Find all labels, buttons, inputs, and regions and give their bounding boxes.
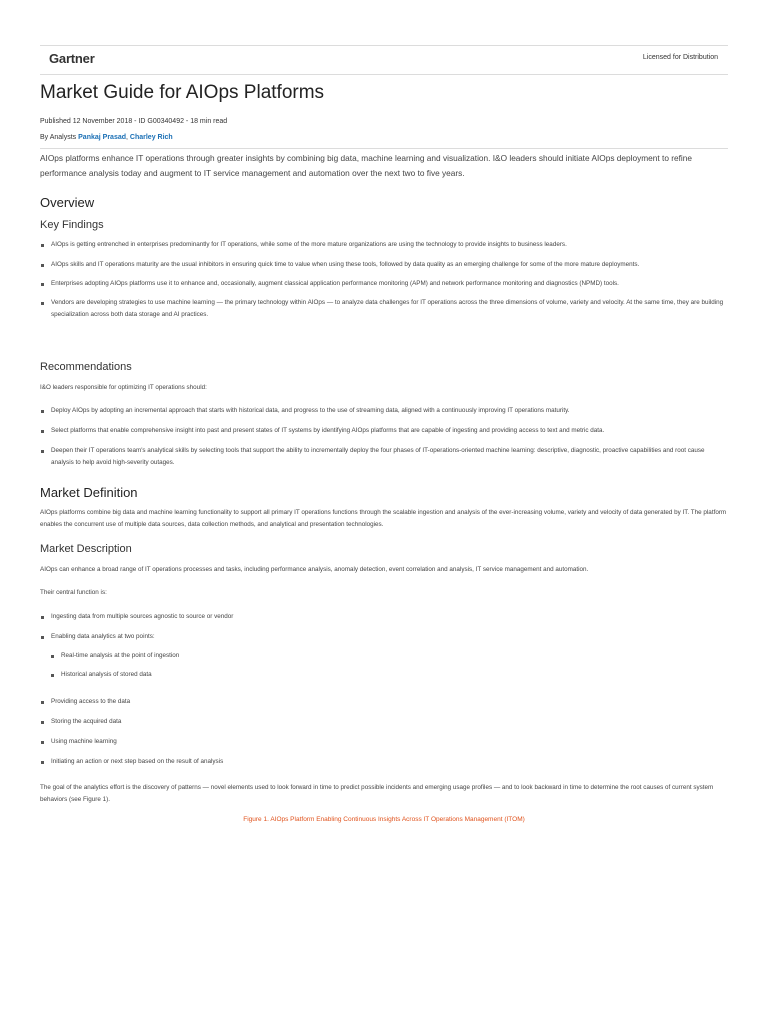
list-item: Initiating an action or next step based on the result of analysis — [40, 756, 728, 768]
list-item: AIOps skills and IT operations maturity are the usual inhibitors in ensuring quick time to value when using these tools, followed by data quality as an emerging challenge for some of the more mature deployments. — [40, 259, 728, 271]
gartner-logo[interactable]: Gartner — [49, 51, 95, 66]
author-link-pankaj-prasad[interactable]: Pankaj Prasad — [78, 134, 127, 141]
list-item: Historical analysis of stored data — [50, 669, 728, 681]
list-item: Ingesting data from multiple sources agnostic to source or vendor — [40, 611, 728, 623]
list-item: AIOps is getting entrenched in enterprises predominantly for IT operations, while some of the more mature organizations are using the technology to provide insights to business leaders. — [40, 239, 728, 251]
list-item: Real-time analysis at the point of ingestion — [50, 650, 728, 662]
key-findings-heading: Key Findings — [40, 219, 104, 231]
page-title: Market Guide for AIOps Platforms — [40, 82, 325, 103]
author-separator: , — [126, 134, 130, 141]
byline — [40, 134, 173, 141]
list-item: Storing the acquired data — [40, 716, 728, 728]
list-item: Using machine learning — [40, 736, 728, 748]
byline-prefix: By Analysts — [40, 134, 79, 141]
list-item: Providing access to the data — [40, 696, 728, 708]
list-item: Enabling data analytics at two points: — [40, 631, 728, 643]
list-item: Select platforms that enable comprehensive insight into past and present states of IT systems by identifying AIOps platforms that are capable of ingesting and providing access to text and metric data. — [40, 425, 728, 437]
market-description-heading: Market Description — [40, 543, 132, 555]
key-findings-list — [40, 239, 728, 321]
publication-info: Published 12 November 2018 - ID G00340492 - 18 min read — [40, 118, 228, 125]
list-item: Deploy AIOps by adopting an incremental approach that starts with historical data, and progress to the use of streaming data, aligned with a continuously improving IT operations maturity. — [40, 405, 728, 417]
overview-heading: Overview — [40, 195, 95, 210]
list-item: Deepen their IT operations team's analytical skills by selecting tools that support the ability to incrementally deploy the four phases of IT-operations-oriented machine learning: descriptive, diagnostic, proactive capabilities and root cause analysis to help avoid high-severity outages. — [40, 445, 728, 469]
market-definition-text: AIOps platforms combine big data and machine learning functionality to support all primary IT operations functions through the scalable ingestion and analysis of the ever-increasing volume, variety and velocity of data generated by IT. The platform enables the concurrent use of multiple data sources, data collection methods, and analytical and presentation technologies. — [40, 509, 727, 528]
author-link-charley-rich[interactable]: Charley Rich — [129, 134, 173, 141]
analytics-points-list — [50, 650, 728, 681]
list-item: Enterprises adopting AIOps platforms use it to enhance and, occasionally, augment classical application performance monitoring (APM) and network performance monitoring and diagnostics (NPMD) tools. — [40, 278, 728, 290]
market-definition-heading: Market Definition — [40, 485, 138, 500]
license-label: Licensed for Distribution — [642, 54, 718, 61]
central-function-list-continued — [40, 696, 728, 768]
figure-caption[interactable]: Figure 1. AIOps Platform Enabling Continuous Insights Across IT Operations Management (ITOM) — [243, 816, 525, 823]
summary: AIOps platforms enhance IT operations through greater insights by combining big data, machine learning and visualization. I&O leaders should initiate AIOps deployment to refine performance analysis today and augment to IT service management and automation over the next two to five years. — [40, 148, 728, 181]
central-function-intro: Their central function is: — [40, 589, 107, 596]
central-function-list — [40, 611, 728, 643]
page-header — [40, 45, 728, 75]
list-item: Vendors are developing strategies to use machine learning — the primary technology within AIOps — to analyze data challenges for IT operations across the three dimensions of volume, variety and velocity. At the same time, they are building specialization across both data storage and AI practices. — [40, 297, 728, 321]
recommendations-list — [40, 405, 728, 469]
market-description-text: AIOps can enhance a broad range of IT operations processes and tasks, including performance analysis, anomaly detection, event correlation and analysis, IT service management and automation. — [40, 566, 589, 573]
recommendations-intro: I&O leaders responsible for optimizing IT operations should: — [40, 384, 207, 391]
recommendations-heading: Recommendations — [40, 361, 132, 373]
analytics-goal-text: The goal of the analytics effort is the discovery of patterns — novel elements used to look forward in time to predict possible incidents and emerging usage profiles — and to look backward in time to determine the root causes of current system behaviors (see Figure 1). — [40, 784, 714, 803]
